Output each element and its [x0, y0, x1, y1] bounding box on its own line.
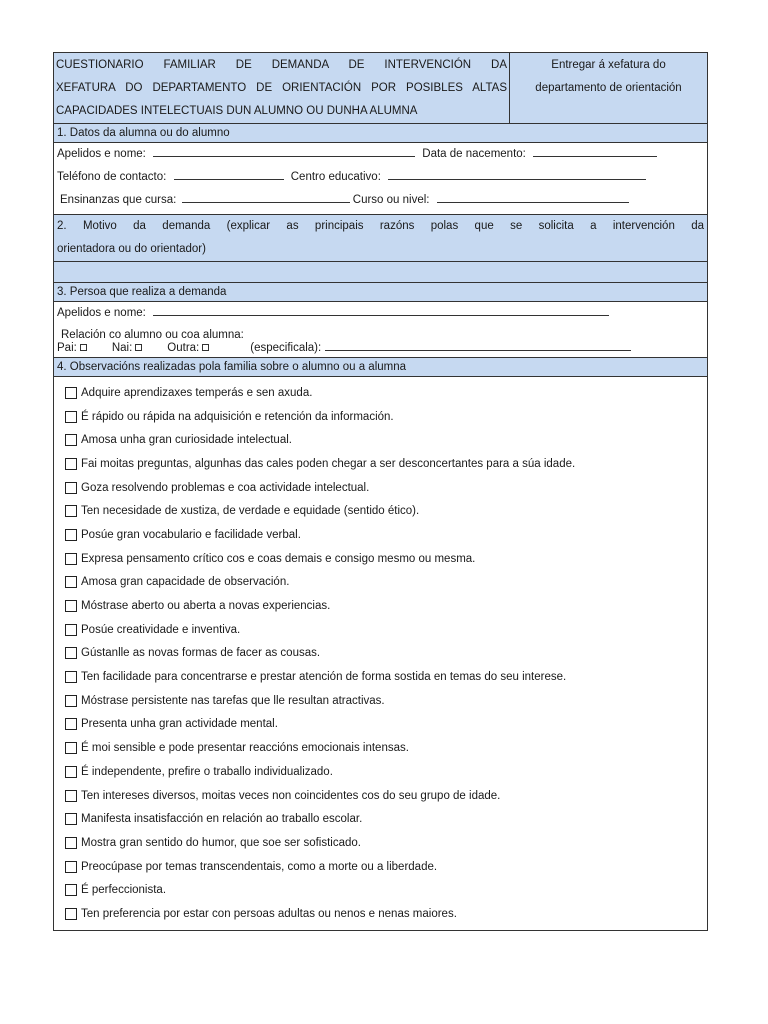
section-student-data-title: 1. Datos da alumna ou do alumno: [54, 124, 707, 143]
other-checkbox[interactable]: [202, 344, 209, 351]
observation-checkbox[interactable]: [65, 505, 77, 517]
relation-options: [57, 341, 704, 354]
observation-label: Ten facilidade para concentrarse e prestar atención de forma sostida en temas do seu interese.: [81, 671, 567, 684]
observation-checkbox[interactable]: [65, 434, 77, 446]
observation-label: Posúe creatividade e inventiva.: [81, 623, 241, 636]
form-title: [54, 53, 510, 123]
studies-row: [54, 189, 707, 212]
observation-checkbox[interactable]: [65, 766, 77, 778]
relation-label: Relación co alumno ou coa alumna:: [61, 329, 244, 341]
observation-item[interactable]: [65, 499, 707, 523]
observation-label: Ten necesidade de xustiza, de verdade e equidade (sentido ético).: [81, 505, 420, 518]
mother-label: Nai:: [111, 342, 133, 354]
observation-item[interactable]: [65, 736, 707, 760]
phone-label: Teléfono de contacto:: [57, 171, 167, 183]
observation-checkbox[interactable]: [65, 411, 77, 423]
observation-item[interactable]: [65, 642, 707, 666]
observation-checkbox[interactable]: [65, 742, 77, 754]
section-request-reason-line: orientadora ou do orientador): [57, 243, 206, 255]
observation-checkbox[interactable]: [65, 813, 77, 825]
requester-name-label: Apelidos e nome:: [57, 307, 146, 319]
observation-label: É moi sensible e pode presentar reaccións emocionais intensas.: [81, 742, 409, 755]
observation-item[interactable]: [65, 405, 707, 429]
studies-label: Ensinanzas que cursa:: [60, 194, 177, 206]
school-label: Centro educativo:: [290, 171, 381, 183]
phone-field[interactable]: [174, 167, 284, 180]
observation-label: Amosa unha gran curiosidade intelectual.: [81, 434, 292, 447]
section-observations-title: 4. Observacións realizadas pola familia sobre o alumno ou a alumna: [54, 358, 707, 377]
observation-checkbox[interactable]: [65, 861, 77, 873]
observation-checkbox[interactable]: [65, 718, 77, 730]
observation-label: Expresa pensamento crítico cos e coas demais e consigo mesmo ou mesma.: [81, 552, 476, 565]
observation-checkbox[interactable]: [65, 529, 77, 541]
student-name-row: [54, 143, 707, 166]
observation-label: Goza resolvendo problemas e coa actividade intelectual.: [81, 481, 370, 494]
observation-label: Mostra gran sentido do humor, que soe ser sofisticado.: [81, 836, 361, 849]
requester-block: [54, 302, 707, 358]
observation-label: Gústanlle as novas formas de facer as cousas.: [81, 647, 321, 660]
mother-checkbox[interactable]: [135, 344, 142, 351]
observation-checkbox[interactable]: [65, 908, 77, 920]
specify-field[interactable]: [325, 341, 631, 351]
observation-item[interactable]: [65, 902, 707, 926]
observation-item[interactable]: [65, 689, 707, 713]
birth-date-field[interactable]: [533, 144, 657, 157]
questionnaire-form: [53, 52, 708, 931]
school-field[interactable]: [388, 167, 646, 180]
relation-block: [54, 329, 707, 354]
observation-item[interactable]: [65, 665, 707, 689]
request-reason-field[interactable]: [54, 262, 707, 283]
observation-item[interactable]: [65, 523, 707, 547]
observation-checkbox[interactable]: [65, 553, 77, 565]
requester-name-field[interactable]: [153, 303, 609, 316]
observation-item[interactable]: [65, 428, 707, 452]
course-field[interactable]: [437, 190, 629, 203]
section-request-reason-line: 2. Motivo da demanda (explicar as principais razóns polas que se solicita a intervención da: [57, 220, 704, 232]
observation-checkbox[interactable]: [65, 647, 77, 659]
observation-item[interactable]: [65, 760, 707, 784]
other-label: Outra:: [167, 342, 200, 354]
observation-item[interactable]: [65, 547, 707, 571]
observation-checkbox[interactable]: [65, 671, 77, 683]
observation-label: Fai moitas preguntas, algunhas das cales poden chegar a ser desconcertantes para a súa idade.: [81, 457, 576, 470]
observation-item[interactable]: [65, 618, 707, 642]
course-label: Curso ou nivel:: [352, 194, 430, 206]
observation-checkbox[interactable]: [65, 458, 77, 470]
birth-date-label: Data de nacemento:: [422, 148, 526, 160]
form-title-line: CAPACIDADES INTELECTUAIS DUN ALUMNO OU DUNHA ALUMNA: [56, 105, 418, 117]
observation-item[interactable]: [65, 878, 707, 902]
observation-item[interactable]: [65, 381, 707, 405]
observation-checkbox[interactable]: [65, 482, 77, 494]
observation-label: Ten preferencia por estar con persoas adultas ou nenos e nenas maiores.: [81, 907, 457, 920]
observation-checkbox[interactable]: [65, 695, 77, 707]
observation-item[interactable]: [65, 594, 707, 618]
observation-item[interactable]: [65, 452, 707, 476]
observation-label: Amosa gran capacidade de observación.: [81, 576, 290, 589]
observation-checkbox[interactable]: [65, 790, 77, 802]
observation-checkbox[interactable]: [65, 576, 77, 588]
observation-label: Ten intereses diversos, moitas veces non coincidentes cos do seu grupo de idade.: [81, 789, 501, 802]
observation-label: Móstrase persistente nas tarefas que lle resultan atractivas.: [81, 694, 385, 707]
observation-item[interactable]: [65, 784, 707, 808]
observation-checkbox[interactable]: [65, 624, 77, 636]
student-data-block: [54, 143, 707, 215]
section-request-reason-title: [54, 215, 707, 262]
observation-checkbox[interactable]: [65, 837, 77, 849]
student-name-label: Apelidos e nome:: [57, 148, 146, 160]
observation-item[interactable]: [65, 807, 707, 831]
observation-label: Posúe gran vocabulario e facilidade verbal.: [81, 528, 301, 541]
observation-label: Presenta unha gran actividade mental.: [81, 718, 278, 731]
father-checkbox[interactable]: [80, 344, 87, 351]
observation-checkbox[interactable]: [65, 884, 77, 896]
observations-checklist: [54, 377, 707, 930]
observation-item[interactable]: [65, 855, 707, 879]
delivery-note-line: Entregar á xefatura do: [551, 59, 666, 71]
section-requester-title: 3. Persoa que realiza a demanda: [54, 283, 707, 302]
observation-item[interactable]: [65, 476, 707, 500]
form-title-line: CUESTIONARIO FAMILIAR DE DEMANDA DE INTERVENCIÓN DA: [56, 59, 507, 71]
requester-name-row: [54, 302, 707, 325]
student-name-field[interactable]: [153, 144, 415, 157]
observation-label: Móstrase aberto ou aberta a novas experiencias.: [81, 600, 331, 613]
observation-label: Manifesta insatisfacción en relación ao traballo escolar.: [81, 813, 363, 826]
observation-label: Adquire aprendizaxes temperás e sen axuda.: [81, 386, 313, 399]
observation-checkbox[interactable]: [65, 600, 77, 612]
contact-row: [54, 166, 707, 189]
observation-checkbox[interactable]: [65, 387, 77, 399]
studies-field[interactable]: [182, 190, 350, 203]
form-title-line: XEFATURA DO DEPARTAMENTO DE ORIENTACIÓN POR POSIBLES ALTAS: [56, 82, 507, 94]
observation-label: É independente, prefire o traballo individualizado.: [81, 765, 333, 778]
observation-item[interactable]: [65, 571, 707, 595]
observation-item[interactable]: [65, 831, 707, 855]
form-header: [54, 53, 707, 124]
observation-label: Preocúpase por temas transcendentais, como a morte ou a liberdade.: [81, 860, 438, 873]
specify-label: (especificala):: [250, 342, 322, 354]
delivery-note-line: departamento de orientación: [535, 82, 682, 94]
observation-label: É rápido ou rápida na adquisición e retención da información.: [81, 410, 394, 423]
observation-label: É perfeccionista.: [81, 884, 167, 897]
delivery-note: [510, 53, 707, 123]
observation-item[interactable]: [65, 713, 707, 737]
father-label: Pai:: [57, 342, 77, 354]
